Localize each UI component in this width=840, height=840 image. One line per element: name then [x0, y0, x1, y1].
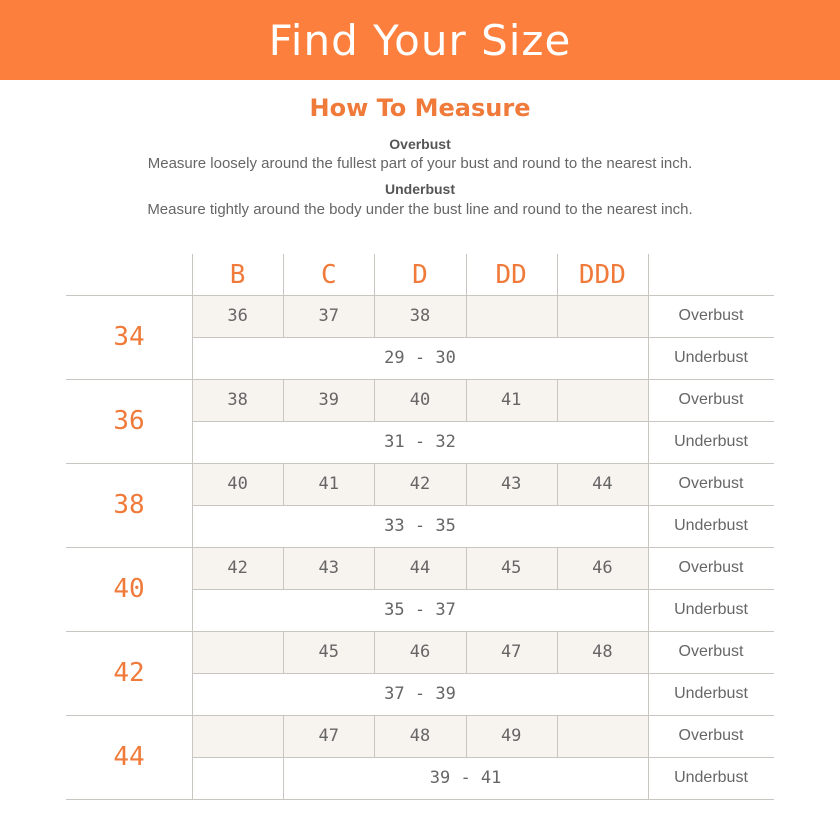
overbust-value [557, 295, 648, 337]
grid-line [466, 715, 467, 757]
overbust-value: 43 [318, 558, 340, 578]
overbust-value [557, 715, 648, 757]
grid-line [466, 295, 467, 337]
overbust-value: 42 [409, 474, 431, 494]
grid-line [283, 547, 284, 589]
band-size: 44 [113, 742, 145, 772]
grid-line [374, 254, 375, 295]
grid-line [466, 547, 467, 589]
overbust-value: 36 [227, 306, 248, 326]
grid-line [66, 295, 774, 296]
cup-header-d: D [412, 259, 428, 290]
overbust-value: 39 [318, 390, 340, 410]
overbust-row-label: Overbust [678, 307, 744, 324]
band-size: 38 [113, 490, 145, 520]
underbust-heading: Underbust [385, 181, 455, 197]
grid-line [466, 379, 467, 421]
overbust-value: 45 [500, 558, 522, 578]
underbust-row-label: Underbust [674, 601, 748, 618]
grid-line [557, 379, 558, 421]
band-size: 34 [113, 322, 145, 352]
band-size: 42 [113, 658, 145, 688]
underbust-value: 37 - 39 [384, 684, 456, 704]
underbust-value: 29 - 30 [384, 348, 456, 368]
grid-line [66, 547, 774, 548]
grid-line [466, 463, 467, 505]
grid-line [192, 757, 774, 758]
grid-line [283, 379, 284, 421]
grid-line [66, 715, 774, 716]
grid-line [374, 715, 375, 757]
grid-line [374, 547, 375, 589]
overbust-value: 48 [592, 642, 613, 662]
overbust-row-label: Overbust [678, 475, 744, 492]
overbust-value: 47 [318, 726, 340, 746]
grid-line [557, 295, 558, 337]
overbust-heading: Overbust [389, 136, 451, 152]
overbust-value: 46 [592, 558, 613, 578]
overbust-row-label: Overbust [678, 391, 744, 408]
overbust-value: 38 [227, 390, 248, 410]
overbust-description: Measure loosely around the fullest part of your bust and round to the nearest inch. [147, 155, 693, 172]
grid-line [466, 254, 467, 295]
underbust-value: 39 - 41 [429, 768, 502, 788]
overbust-value: 43 [500, 474, 522, 494]
overbust-value: 40 [409, 390, 431, 410]
how-to-measure-heading: How To Measure [309, 94, 531, 122]
overbust-value: 46 [409, 642, 431, 662]
grid-line [557, 254, 558, 295]
grid-line [557, 715, 558, 757]
grid-line [283, 254, 284, 295]
underbust-value: 35 - 37 [384, 600, 456, 620]
overbust-value: 44 [592, 474, 613, 494]
overbust-value: 48 [409, 726, 431, 746]
grid-line [557, 631, 558, 673]
overbust-row-label: Overbust [678, 727, 744, 744]
underbust-value: 33 - 35 [384, 516, 456, 536]
grid-line [557, 547, 558, 589]
grid-line [192, 254, 193, 799]
overbust-row-label: Overbust [678, 643, 744, 660]
overbust-value: 38 [409, 306, 431, 326]
grid-line [283, 295, 284, 337]
grid-line [66, 631, 774, 632]
underbust-row-label: Underbust [674, 433, 748, 450]
grid-line [192, 673, 774, 674]
grid-line [648, 254, 649, 799]
underbust-row-label: Underbust [674, 685, 748, 702]
band-size: 36 [113, 406, 145, 436]
overbust-value [557, 379, 648, 421]
overbust-value: 47 [500, 642, 522, 662]
overbust-value: 42 [227, 558, 248, 578]
grid-line [283, 715, 284, 757]
underbust-row-label: Underbust [674, 769, 748, 786]
overbust-value: 41 [500, 390, 522, 410]
overbust-value: 45 [318, 642, 340, 662]
grid-line [192, 505, 774, 506]
grid-line [466, 631, 467, 673]
grid-line [66, 799, 774, 800]
banner [0, 0, 840, 80]
grid-line [192, 589, 774, 590]
overbust-value [466, 295, 557, 337]
overbust-value: 41 [318, 474, 340, 494]
grid-line [283, 631, 284, 673]
underbust-row-label: Underbust [674, 349, 748, 366]
page-title: Find Your Size [268, 15, 572, 65]
grid-line [374, 463, 375, 505]
overbust-row-label: Overbust [678, 559, 744, 576]
grid-line [283, 757, 284, 799]
overbust-value [192, 715, 283, 757]
overbust-value: 37 [318, 306, 340, 326]
grid-line [374, 631, 375, 673]
cup-header-dd: DD [495, 259, 527, 290]
grid-line [66, 463, 774, 464]
band-size: 40 [113, 574, 145, 604]
underbust-description: Measure tightly around the body under the bust line and round to the nearest inch. [147, 201, 693, 218]
overbust-value: 49 [500, 726, 522, 746]
grid-line [374, 379, 375, 421]
overbust-value: 44 [409, 558, 431, 578]
grid-line [66, 379, 774, 380]
cup-header-b: B [229, 259, 246, 290]
underbust-row-label: Underbust [674, 517, 748, 534]
cup-header-ddd: DDD [578, 259, 626, 290]
grid-line [192, 337, 774, 338]
grid-line [557, 463, 558, 505]
cup-header-c: C [320, 259, 337, 290]
overbust-value [192, 631, 283, 673]
grid-line [192, 421, 774, 422]
grid-line [283, 463, 284, 505]
underbust-value: 31 - 32 [384, 432, 456, 452]
overbust-value: 40 [227, 474, 248, 494]
grid-line [374, 295, 375, 337]
